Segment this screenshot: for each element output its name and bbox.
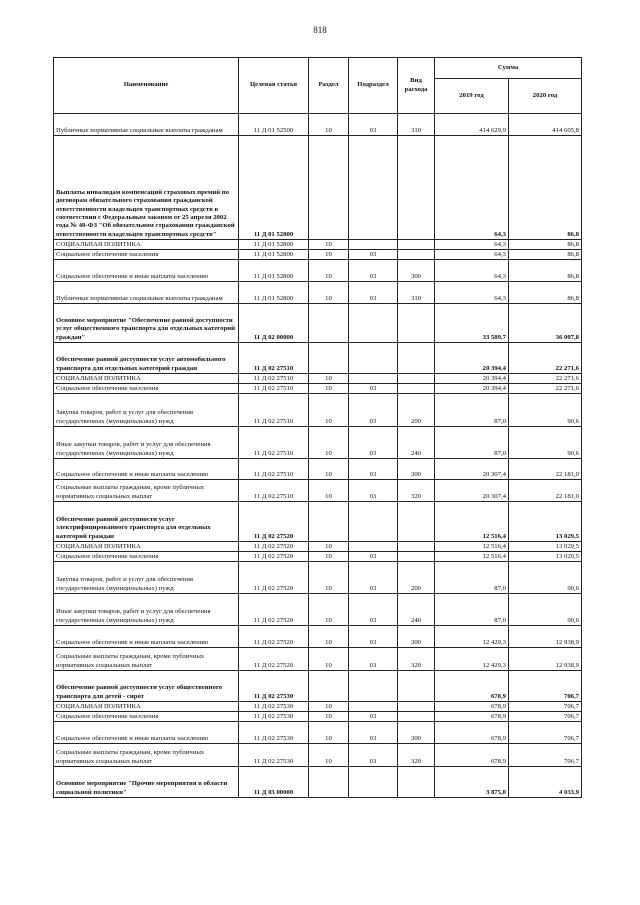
- row-target-article: 11 Д 01 52800: [239, 136, 309, 240]
- table-row: [54, 282, 582, 304]
- row-expense-type: 320: [398, 480, 435, 502]
- row-name: СОЦИАЛЬНАЯ ПОЛИТИКА: [54, 240, 239, 250]
- row-sum-2020: 90,6: [509, 562, 582, 594]
- table-row: [54, 384, 582, 394]
- table-row: [54, 722, 582, 744]
- row-expense-type: [398, 136, 435, 240]
- row-section: 10: [309, 712, 349, 722]
- row-subsection: [349, 343, 398, 374]
- row-sum-2019: 87,0: [435, 394, 509, 427]
- header-section: Раздел: [309, 58, 349, 114]
- row-target-article: 11 Д 02 27520: [239, 626, 309, 648]
- row-target-article: 11 Д 02 27530: [239, 671, 309, 702]
- row-target-article: 11 Д 01 52800: [239, 250, 309, 260]
- row-expense-type: [398, 702, 435, 712]
- row-sum-2020: 13 029,5: [509, 502, 582, 542]
- row-sum-2020: 13 029,5: [509, 542, 582, 552]
- row-section: 10: [309, 594, 349, 626]
- row-sum-2019: 12 516,4: [435, 502, 509, 542]
- row-section: 10: [309, 480, 349, 502]
- row-subsection: 03: [349, 282, 398, 304]
- row-sum-2019: 678,9: [435, 702, 509, 712]
- row-section: 10: [309, 394, 349, 427]
- row-sum-2019: 678,9: [435, 722, 509, 744]
- row-sum-2020: 22 181,0: [509, 480, 582, 502]
- row-sum-2020: 12 938,9: [509, 626, 582, 648]
- row-expense-type: 240: [398, 594, 435, 626]
- row-section: 10: [309, 427, 349, 459]
- row-expense-type: [398, 304, 435, 343]
- row-name: Обеспечение равной доступности услуг общественного транспорта для детей - сирот: [54, 671, 239, 702]
- row-subsection: 03: [349, 427, 398, 459]
- row-sum-2019: 64,3: [435, 282, 509, 304]
- row-expense-type: 240: [398, 427, 435, 459]
- row-expense-type: [398, 552, 435, 562]
- row-sum-2019: 20 394,4: [435, 374, 509, 384]
- row-subsection: 03: [349, 722, 398, 744]
- row-name: Иные закупки товаров, работ и услуг для обеспечения государственных (муниципальных) нужд: [54, 594, 239, 626]
- table-row: [54, 240, 582, 250]
- row-subsection: 03: [349, 384, 398, 394]
- row-expense-type: 300: [398, 260, 435, 282]
- row-sum-2019: 3 875,0: [435, 767, 509, 798]
- row-section: 10: [309, 282, 349, 304]
- row-section: 10: [309, 702, 349, 712]
- row-target-article: 11 Д 02 27520: [239, 542, 309, 552]
- row-sum-2020: 706,7: [509, 722, 582, 744]
- table-row: [54, 502, 582, 542]
- header-year-2019: 2019 год: [435, 79, 509, 114]
- row-subsection: [349, 374, 398, 384]
- row-name: Иные закупки товаров, работ и услуг для обеспечения государственных (муниципальных) нужд: [54, 427, 239, 459]
- row-section: 10: [309, 459, 349, 480]
- row-section: 10: [309, 626, 349, 648]
- row-expense-type: 300: [398, 722, 435, 744]
- row-name: Закупка товаров, работ и услуг для обеспечения государственных (муниципальных) нужд: [54, 394, 239, 427]
- row-subsection: 03: [349, 260, 398, 282]
- table-row: [54, 767, 582, 798]
- row-expense-type: [398, 240, 435, 250]
- row-expense-type: 320: [398, 648, 435, 671]
- row-name: Социальное обеспечение населения: [54, 712, 239, 722]
- row-sum-2019: 678,9: [435, 671, 509, 702]
- row-subsection: 03: [349, 250, 398, 260]
- row-expense-type: 310: [398, 114, 435, 136]
- row-sum-2019: 64,3: [435, 250, 509, 260]
- table-row: [54, 250, 582, 260]
- row-section: [309, 671, 349, 702]
- row-name: Социальные выплаты гражданам, кроме публичных нормативных социальных выплат: [54, 480, 239, 502]
- row-target-article: 11 Д 02 27510: [239, 459, 309, 480]
- row-sum-2020: 414 605,8: [509, 114, 582, 136]
- row-target-article: 11 Д 02 27520: [239, 502, 309, 542]
- row-subsection: [349, 767, 398, 798]
- row-name: Социальные выплаты гражданам, кроме публичных нормативных социальных выплат: [54, 648, 239, 671]
- table-row: [54, 648, 582, 671]
- row-sum-2019: 64,3: [435, 136, 509, 240]
- row-target-article: 11 Д 03 00000: [239, 767, 309, 798]
- row-subsection: 03: [349, 114, 398, 136]
- table-row: [54, 260, 582, 282]
- row-target-article: 11 Д 02 00000: [239, 304, 309, 343]
- row-target-article: 11 Д 02 27520: [239, 594, 309, 626]
- row-target-article: 11 Д 02 27520: [239, 648, 309, 671]
- row-name: Публичные нормативные социальные выплаты гражданам: [54, 114, 239, 136]
- row-subsection: [349, 502, 398, 542]
- table-row: [54, 594, 582, 626]
- row-sum-2019: 33 589,7: [435, 304, 509, 343]
- table-row: [54, 744, 582, 767]
- row-sum-2019: 12 516,4: [435, 552, 509, 562]
- row-target-article: 11 Д 02 27530: [239, 722, 309, 744]
- row-expense-type: [398, 502, 435, 542]
- table-row: [54, 343, 582, 374]
- row-name: Выплаты инвалидам компенсаций страховых премий по договорам обязательного страхования гражданской ответственности владельцев транспортных средств в соответствии с Федеральным законом от 25 апреля 2002 года № 40-ФЗ "Об обязательном страховании гражданской ответственности владельцев транспортных средств": [54, 136, 239, 240]
- row-target-article: 11 Д 02 27510: [239, 343, 309, 374]
- table-row: [54, 552, 582, 562]
- header-subsection: Подраздел: [349, 58, 398, 114]
- row-name: СОЦИАЛЬНАЯ ПОЛИТИКА: [54, 542, 239, 552]
- row-name: Социальное обеспечение и иные выплаты населению: [54, 626, 239, 648]
- row-section: [309, 502, 349, 542]
- row-section: [309, 343, 349, 374]
- row-name: Социальное обеспечение населения: [54, 250, 239, 260]
- row-section: [309, 767, 349, 798]
- row-sum-2019: 12 429,3: [435, 626, 509, 648]
- row-sum-2020: 22 271,6: [509, 384, 582, 394]
- row-subsection: 03: [349, 744, 398, 767]
- row-sum-2020: 86,8: [509, 282, 582, 304]
- row-section: [309, 136, 349, 240]
- row-sum-2019: 20 394,4: [435, 343, 509, 374]
- budget-table: [53, 57, 582, 798]
- row-subsection: 03: [349, 480, 398, 502]
- row-name: Обеспечение равной доступности услуг электрифицированного транспорта для отдельных категорий граждан: [54, 502, 239, 542]
- row-subsection: [349, 542, 398, 552]
- row-section: [309, 304, 349, 343]
- row-target-article: 11 Д 01 52500: [239, 114, 309, 136]
- row-sum-2019: 64,3: [435, 260, 509, 282]
- row-sum-2019: 12 429,3: [435, 648, 509, 671]
- row-sum-2020: 706,7: [509, 702, 582, 712]
- row-target-article: 11 Д 02 27510: [239, 394, 309, 427]
- row-sum-2019: 678,9: [435, 744, 509, 767]
- table-row: [54, 374, 582, 384]
- table-row: [54, 562, 582, 594]
- row-sum-2019: 414 629,9: [435, 114, 509, 136]
- row-target-article: 11 Д 02 27510: [239, 427, 309, 459]
- row-name: Публичные нормативные социальные выплаты гражданам: [54, 282, 239, 304]
- row-expense-type: [398, 712, 435, 722]
- row-section: 10: [309, 744, 349, 767]
- row-subsection: [349, 304, 398, 343]
- row-expense-type: [398, 384, 435, 394]
- row-subsection: 03: [349, 626, 398, 648]
- table-row: [54, 114, 582, 136]
- row-name: Основное мероприятие "Прочие мероприятия в области социальной политики": [54, 767, 239, 798]
- row-target-article: 11 Д 02 27510: [239, 480, 309, 502]
- row-expense-type: [398, 250, 435, 260]
- row-name: Социальное обеспечение и иные выплаты населению: [54, 260, 239, 282]
- table-body: [54, 114, 582, 798]
- row-sum-2020: 36 007,8: [509, 304, 582, 343]
- row-expense-type: [398, 374, 435, 384]
- header-name: Наименование: [54, 58, 239, 114]
- row-sum-2020: 90,6: [509, 427, 582, 459]
- row-sum-2019: 87,0: [435, 562, 509, 594]
- row-name: Социальное обеспечение населения: [54, 552, 239, 562]
- table-row: [54, 427, 582, 459]
- table-row: [54, 626, 582, 648]
- header-sum: Сумма: [435, 58, 582, 79]
- row-expense-type: 310: [398, 282, 435, 304]
- row-sum-2020: 13 029,5: [509, 552, 582, 562]
- row-section: 10: [309, 542, 349, 552]
- row-section: 10: [309, 722, 349, 744]
- row-subsection: 03: [349, 594, 398, 626]
- table-row: [54, 304, 582, 343]
- row-sum-2020: 4 033,9: [509, 767, 582, 798]
- row-name: СОЦИАЛЬНАЯ ПОЛИТИКА: [54, 374, 239, 384]
- table-row: [54, 542, 582, 552]
- row-section: 10: [309, 374, 349, 384]
- row-sum-2020: 12 938,9: [509, 648, 582, 671]
- row-target-article: 11 Д 02 27510: [239, 374, 309, 384]
- header-year-2020: 2020 год: [509, 79, 582, 114]
- row-sum-2020: 22 271,6: [509, 343, 582, 374]
- row-expense-type: 320: [398, 744, 435, 767]
- row-subsection: [349, 136, 398, 240]
- row-sum-2020: 86,8: [509, 260, 582, 282]
- row-target-article: 11 Д 02 27510: [239, 384, 309, 394]
- row-expense-type: [398, 542, 435, 552]
- row-section: 10: [309, 562, 349, 594]
- row-target-article: 11 Д 02 27530: [239, 712, 309, 722]
- row-expense-type: [398, 767, 435, 798]
- row-expense-type: 200: [398, 562, 435, 594]
- row-sum-2019: 20 307,4: [435, 480, 509, 502]
- row-target-article: 11 Д 02 27520: [239, 562, 309, 594]
- table-row: [54, 702, 582, 712]
- table-row: [54, 671, 582, 702]
- row-name: Социальное обеспечение и иные выплаты населению: [54, 722, 239, 744]
- row-sum-2020: 22 271,6: [509, 374, 582, 384]
- row-section: 10: [309, 260, 349, 282]
- row-subsection: 03: [349, 459, 398, 480]
- row-name: Социальное обеспечение населения: [54, 384, 239, 394]
- row-section: 10: [309, 114, 349, 136]
- row-sum-2020: 90,6: [509, 594, 582, 626]
- row-name: Социальное обеспечение и иные выплаты населению: [54, 459, 239, 480]
- row-subsection: [349, 702, 398, 712]
- row-name: СОЦИАЛЬНАЯ ПОЛИТИКА: [54, 702, 239, 712]
- row-name: Основное мероприятие "Обеспечение равной доступности услуг общественного транспорта для отдельных категорий граждан": [54, 304, 239, 343]
- row-sum-2019: 64,3: [435, 240, 509, 250]
- row-target-article: 11 Д 01 52800: [239, 260, 309, 282]
- row-expense-type: [398, 671, 435, 702]
- row-section: 10: [309, 250, 349, 260]
- header-expense-type: Вид расхода: [398, 58, 435, 114]
- row-sum-2020: 22 181,0: [509, 459, 582, 480]
- row-subsection: 03: [349, 648, 398, 671]
- page-number: 818: [313, 25, 327, 35]
- row-sum-2019: 678,9: [435, 712, 509, 722]
- table-row: [54, 712, 582, 722]
- row-expense-type: 300: [398, 626, 435, 648]
- table-row: [54, 480, 582, 502]
- row-section: 10: [309, 648, 349, 671]
- row-section: 10: [309, 384, 349, 394]
- table-row: [54, 136, 582, 240]
- row-sum-2019: 20 394,4: [435, 384, 509, 394]
- row-target-article: 11 Д 01 52800: [239, 282, 309, 304]
- row-sum-2019: 12 516,4: [435, 542, 509, 552]
- row-subsection: 03: [349, 552, 398, 562]
- row-section: 10: [309, 240, 349, 250]
- row-expense-type: 300: [398, 459, 435, 480]
- row-sum-2020: 706,7: [509, 712, 582, 722]
- row-target-article: 11 Д 01 52800: [239, 240, 309, 250]
- row-name: Обеспечение равной доступности услуг автомобильного транспорта для отдельных категорий граждан: [54, 343, 239, 374]
- row-sum-2020: 90,6: [509, 394, 582, 427]
- table-row: [54, 459, 582, 480]
- row-sum-2019: 87,0: [435, 427, 509, 459]
- row-sum-2020: 86,8: [509, 240, 582, 250]
- row-subsection: 03: [349, 712, 398, 722]
- row-name: Социальные выплаты гражданам, кроме публичных нормативных социальных выплат: [54, 744, 239, 767]
- header-target-article: Целевая статья: [239, 58, 309, 114]
- row-sum-2020: 706,7: [509, 671, 582, 702]
- row-subsection: 03: [349, 562, 398, 594]
- row-sum-2020: 86,8: [509, 136, 582, 240]
- row-sum-2019: 87,0: [435, 594, 509, 626]
- row-target-article: 11 Д 02 27530: [239, 702, 309, 712]
- row-subsection: [349, 240, 398, 250]
- row-sum-2020: 86,8: [509, 250, 582, 260]
- row-subsection: [349, 671, 398, 702]
- row-sum-2020: 706,7: [509, 744, 582, 767]
- row-name: Закупка товаров, работ и услуг для обеспечения государственных (муниципальных) нужд: [54, 562, 239, 594]
- row-expense-type: 200: [398, 394, 435, 427]
- table-row: [54, 394, 582, 427]
- row-section: 10: [309, 552, 349, 562]
- table-header: [54, 58, 582, 114]
- row-sum-2019: 20 307,4: [435, 459, 509, 480]
- row-subsection: 03: [349, 394, 398, 427]
- row-expense-type: [398, 343, 435, 374]
- row-target-article: 11 Д 02 27530: [239, 744, 309, 767]
- row-target-article: 11 Д 02 27520: [239, 552, 309, 562]
